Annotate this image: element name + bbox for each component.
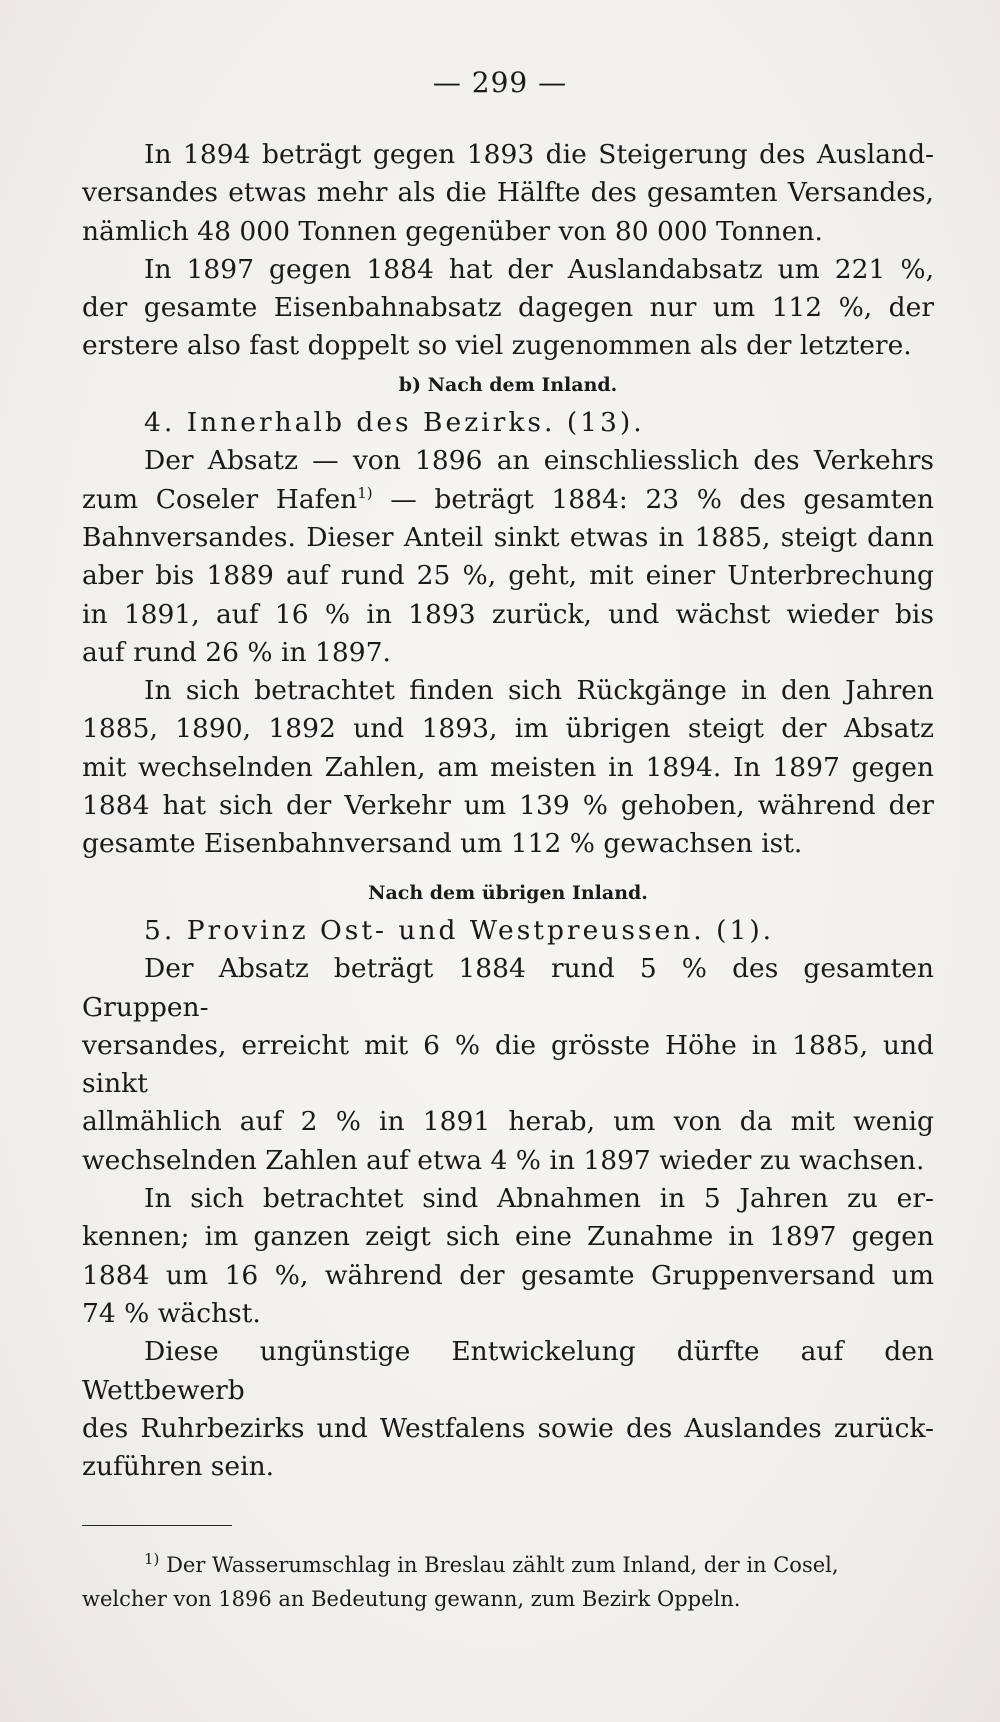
text-line: wechselnden Zahlen auf etwa 4 % in 1897 wieder zu wachsen. xyxy=(82,1144,925,1176)
text-fragment: Der Wasserumschlag in Breslau zählt zum Inland, der in Cosel, xyxy=(159,1553,839,1577)
text-line: 1885, 1890, 1892 und 1893, im übrigen steigt der Absatz xyxy=(82,713,934,745)
text-line: zuführen sein. xyxy=(82,1451,275,1483)
text-line: In sich betrachtet finden sich Rückgänge in den Jahren xyxy=(144,675,934,707)
footnote-line xyxy=(82,1548,934,1582)
text-fragment: zum Coseler Hafen xyxy=(82,483,358,515)
text-line: in 1891, auf 16 % in 1893 zurück, und wächst wieder bis xyxy=(82,598,934,630)
footnote-divider xyxy=(82,1525,232,1526)
text-line: des Ruhrbezirks und Westfalens sowie des Auslandes zurück- xyxy=(82,1412,934,1444)
text-line: aber bis 1889 auf rund 25 %, geht, mit einer Unterbrechung xyxy=(82,560,934,592)
subsection-title-5: 5. Provinz Ost- und Westpreussen. (1). xyxy=(144,914,775,946)
text-line: gesamte Eisenbahnversand um 112 % gewachsen ist. xyxy=(82,828,803,860)
text-line: versandes, erreicht mit 6 % die grösste Höhe in 1885, und sinkt xyxy=(82,1029,934,1100)
text-line: nämlich 48 000 Tonnen gegenüber von 80 000 Tonnen. xyxy=(82,215,823,247)
subsection-title-4: 4. Innerhalb des Bezirks. (13). xyxy=(144,407,645,439)
text-line: In 1897 gegen 1884 hat der Auslandabsatz um 221 %, xyxy=(144,253,934,285)
text-line: 1884 hat sich der Verkehr um 139 % gehoben, während der xyxy=(82,790,934,822)
footnote-marker: 1) xyxy=(144,1550,160,1568)
text-line: erstere also fast doppelt so viel zugenommen als der letztere. xyxy=(82,330,912,362)
text-line: der gesamte Eisenbahnabsatz dagegen nur um 112 %, der xyxy=(82,292,934,324)
text-line: mit wechselnden Zahlen, am meisten in 1894. In 1897 gegen xyxy=(82,751,934,783)
footnote xyxy=(82,1548,934,1616)
footnote-line: welcher von 1896 an Bedeutung gewann, zum Bezirk Oppeln. xyxy=(82,1587,741,1611)
main-text xyxy=(82,136,934,1486)
page-number: — 299 — xyxy=(432,66,568,99)
text-line: Diese ungünstige Entwickelung dürfte auf den Wettbewerb xyxy=(82,1336,934,1406)
text-fragment: — beträgt 1884: 23 % des gesamten xyxy=(372,483,935,515)
text-line: auf rund 26 % in 1897. xyxy=(82,636,391,668)
footnote-ref: 1) xyxy=(357,483,373,502)
section-heading-b: b) Nach dem Inland. xyxy=(398,373,618,396)
text-line: kennen; im ganzen zeigt sich eine Zunahme in 1897 gegen xyxy=(82,1221,934,1253)
text-line: 1884 um 16 %, während der gesamte Gruppenversand um xyxy=(82,1259,934,1291)
text-line: Der Absatz — von 1896 an einschliesslich des Verkehrs xyxy=(144,445,934,477)
section-heading-c: Nach dem übrigen Inland. xyxy=(368,881,648,904)
text-line: Bahnversandes. Dieser Anteil sinkt etwas in 1885, steigt dann xyxy=(82,521,934,553)
text-line: Der Absatz beträgt 1884 rund 5 % des gesamten Gruppen- xyxy=(82,953,934,1023)
text-line xyxy=(82,481,934,519)
text-line: versandes etwas mehr als die Hälfte des gesamten Versandes, xyxy=(82,177,934,209)
text-line: In 1894 beträgt gegen 1893 die Steigerung des Ausland- xyxy=(144,139,934,170)
text-line: In sich betrachtet sind Abnahmen in 5 Jahren zu er- xyxy=(144,1183,934,1215)
text-line: 74 % wächst. xyxy=(82,1297,261,1329)
text-line: allmählich auf 2 % in 1891 herab, um von da mit wenig xyxy=(82,1106,934,1138)
